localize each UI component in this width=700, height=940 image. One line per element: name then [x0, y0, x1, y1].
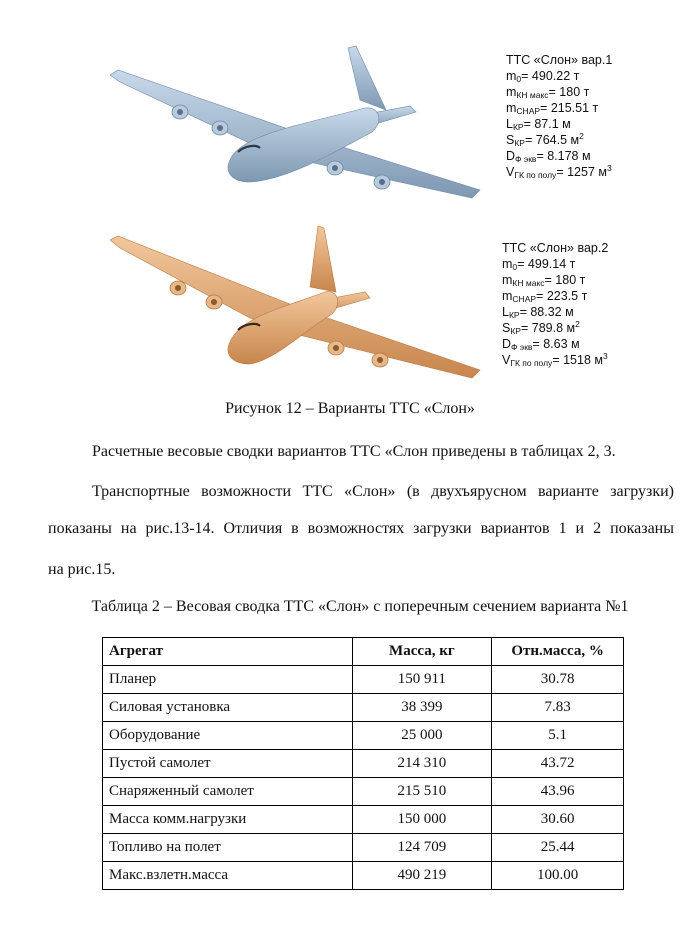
cell-rel-mass: 100.00: [492, 862, 624, 890]
variant-2-m-kn: $m_{КН макс}= 180$ т: [502, 273, 586, 288]
cell-mass: 124 709: [352, 834, 492, 862]
header-mass: Масса, кг: [352, 638, 492, 666]
cell-mass: 214 310: [352, 750, 492, 778]
variant-1-d-f: $D_{Ф экв}= 8.178$ м: [506, 149, 591, 164]
cell-rel-mass: 5.1: [492, 722, 624, 750]
cell-aggregate: Масса комм.нагрузки: [103, 806, 353, 834]
table-row: [103, 722, 624, 750]
cell-rel-mass: 7.83: [492, 694, 624, 722]
cell-rel-mass: 25.44: [492, 834, 624, 862]
cell-mass: 38 399: [352, 694, 492, 722]
header-aggregate: Агрегат: [103, 638, 353, 666]
cell-aggregate: Планер: [103, 666, 353, 694]
paragraph-2: Транспортные возможности ТТС «Слон» (в двухъярусном варианте загрузки): [92, 483, 674, 500]
aircraft-variant-1-image: [110, 40, 490, 210]
variant-2-m0: $m_0= 499.14$ т: [502, 257, 576, 272]
cell-mass: 215 510: [352, 778, 492, 806]
table-row: [103, 666, 624, 694]
table-row: [103, 834, 624, 862]
cell-mass: 490 219: [352, 862, 492, 890]
cell-rel-mass: 30.78: [492, 666, 624, 694]
variant-1-m-kn: $m_{КН макс}= 180$ т: [506, 85, 590, 100]
table-row: [103, 806, 624, 834]
cell-mass: 150 911: [352, 666, 492, 694]
variant-1-m-snar: $m_{СНАР}= 215.51$ т: [506, 101, 599, 116]
cell-aggregate: Топливо на полет: [103, 834, 353, 862]
table-row: [103, 694, 624, 722]
cell-rel-mass: 43.96: [492, 778, 624, 806]
cell-rel-mass: 30.60: [492, 806, 624, 834]
cell-mass: 25 000: [352, 722, 492, 750]
variant-2-l-kr: $L_{КР}= 88.32$ м: [502, 305, 574, 320]
cell-aggregate: Силовая установка: [103, 694, 353, 722]
variant-2-s-kr: $S_{КР}= 789.8$ $м^2$: [502, 319, 580, 336]
table-row: [103, 778, 624, 806]
table-header-row: [103, 638, 624, 666]
paragraph-4: на рис.15.: [48, 561, 116, 578]
variant-2-specs: [502, 240, 608, 368]
variant-1-title: ТТС «Слон» вар.1: [506, 53, 613, 67]
paragraph-1: Расчетные весовые сводки вариантов ТТС «Слон приведены в таблицах 2, 3.: [92, 443, 616, 460]
cell-aggregate: Снаряженный самолет: [103, 778, 353, 806]
variant-1-v-gk: $V_{ГК по полу}= 1257$ $м^3$: [506, 163, 612, 180]
paragraph-3: показаны на рис.13-14. Отличия в возможностях загрузки вариантов 1 и 2 показаны: [48, 520, 674, 537]
table-row: [103, 862, 624, 890]
table-title: Таблица 2 – Весовая сводка ТТС «Слон» с поперечным сечением варианта №1: [91, 598, 629, 615]
variant-1-s-kr: $S_{КР}= 764.5$ $м^2$: [506, 131, 584, 148]
figure-caption: Рисунок 12 – Варианты ТТС «Слон»: [225, 400, 475, 417]
variant-1-specs: [506, 52, 612, 180]
variant-2-m-snar: $m_{СНАР}= 223.5$ т: [502, 289, 588, 304]
cell-aggregate: Макс.взлетн.масса: [103, 862, 353, 890]
cell-mass: 150 000: [352, 806, 492, 834]
weight-summary-table: [102, 637, 624, 890]
variant-1-m0: $m_0= 490.22$ т: [506, 69, 580, 84]
cell-aggregate: Пустой самолет: [103, 750, 353, 778]
cell-aggregate: Оборудование: [103, 722, 353, 750]
header-rel-mass: Отн.масса, %: [492, 638, 624, 666]
variant-1-l-kr: $L_{КР}= 87.1$ м: [506, 117, 571, 132]
table-row: [103, 750, 624, 778]
variant-2-v-gk: $V_{ГК по полу}= 1518$ $м^3$: [502, 351, 608, 368]
cell-rel-mass: 43.72: [492, 750, 624, 778]
variant-2-title: ТТС «Слон» вар.2: [502, 241, 609, 255]
variant-2-d-f: $D_{Ф экв}= 8.63$ м: [502, 337, 580, 352]
aircraft-variant-2-image: [110, 222, 490, 392]
